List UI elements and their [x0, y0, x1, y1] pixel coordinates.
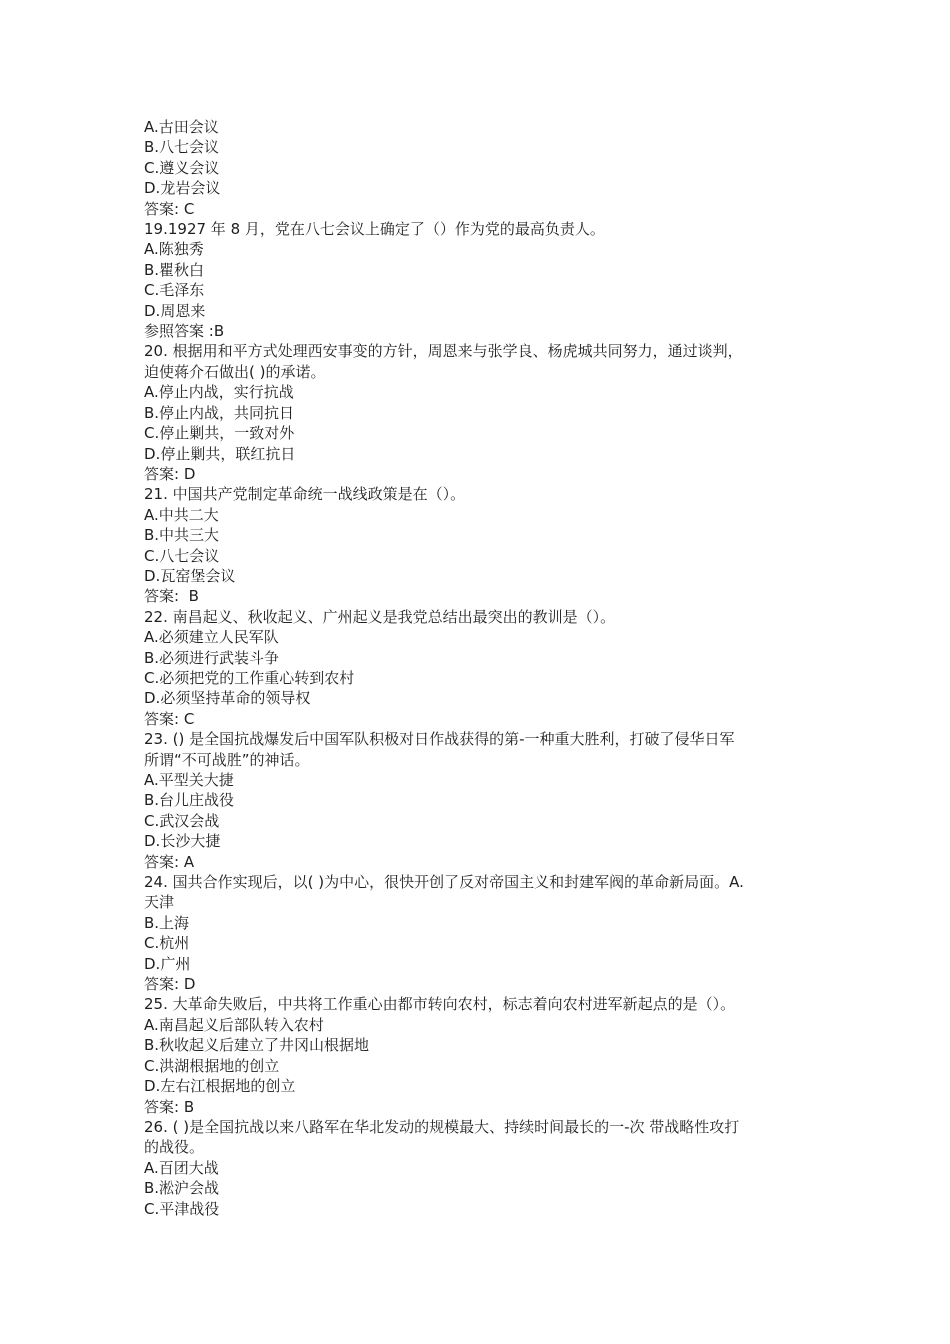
- text-line: D.停止剿共，联红抗日: [144, 444, 296, 463]
- text-line: C.洪湖根据地的创立: [144, 1056, 280, 1075]
- question-line: 22. 南昌起义、秋收起义、广州起义是我党总结出最突出的教训是（）。: [144, 607, 616, 626]
- question-line: 25. 大革命失败后，中共将工作重心由都市转向农村，标志着向农村进军新起点的是（）。: [144, 995, 736, 1014]
- text-line: A.南昌起义后部队转入农村: [144, 1015, 324, 1034]
- text-line: D.左右江根据地的创立: [144, 1077, 296, 1096]
- text-line: D.龙岩会议: [144, 179, 221, 198]
- question-line: 所谓“不可战胜”的神话。: [144, 750, 310, 769]
- text-line: B.八七会议: [144, 138, 220, 157]
- text-line: B.秋收起义后建立了井冈山根据地: [144, 1036, 370, 1055]
- answer-line: 答案: A: [144, 852, 195, 871]
- text-line: C.八七会议: [144, 546, 220, 565]
- text-line: B.必须进行武装斗争: [144, 648, 280, 667]
- document-page: [144, 117, 814, 1219]
- question-line: 20. 根据用和平方式处理西安事变的方针，周恩来与张学良、杨虎城共同努力，通过谈判，: [144, 342, 743, 361]
- text-line: D.必须坚持革命的领导权: [144, 689, 311, 708]
- answer-line: 答案: B: [144, 1097, 195, 1116]
- text-line: D.瓦窑堡会议: [144, 566, 236, 585]
- text-line: D.长沙大捷: [144, 832, 221, 851]
- answer-line: 答案: D: [144, 975, 196, 994]
- question-line: 26. ( )是全国抗战以来八路军在华北发动的规模最大、持续时间最长的一-次 带战略性攻打: [144, 1117, 740, 1136]
- text-line: B.台儿庄战役: [144, 791, 235, 810]
- question-line: 21. 中国共产党制定革命统一战线政策是在（）。: [144, 485, 466, 504]
- text-line: B.中共三大: [144, 526, 220, 545]
- text-line: C.停止剿共，一致对外: [144, 424, 295, 443]
- text-line: C.武汉会战: [144, 811, 220, 830]
- text-line: C.杭州: [144, 934, 190, 953]
- answer-line: 答案: D: [144, 464, 196, 483]
- text-line: A.中共二大: [144, 505, 219, 524]
- text-line: C.毛泽东: [144, 281, 205, 300]
- text-line: 天津: [144, 893, 175, 912]
- text-line: A.古田会议: [144, 118, 219, 136]
- text-line: C.平津战役: [144, 1199, 220, 1218]
- answer-line: 参照答案 :B: [144, 322, 225, 341]
- text-line: B.瞿秋白: [144, 260, 205, 279]
- text-line: A.平型关大捷: [144, 771, 234, 789]
- question-line: 23. () 是全国抗战爆发后中国军队积极对日作战获得的第-一种重大胜利，打破了侵华日军: [144, 730, 735, 749]
- question-line: 的战役。: [144, 1138, 205, 1157]
- text-line: D.广州: [144, 954, 191, 973]
- text-line: A.百团大战: [144, 1158, 219, 1177]
- question-line: 19.1927 年 8 月，党在八七会议上确定了（）作为党的最高负责人。: [144, 220, 605, 239]
- text-line: C.遵义会议: [144, 158, 220, 177]
- text-line: A.停止内战，实行抗战: [144, 383, 294, 402]
- text-line: C.必须把党的工作重心转到农村: [144, 668, 355, 687]
- text-line: B.上海: [144, 913, 190, 932]
- answer-line: 答案: C: [144, 199, 195, 218]
- text-line: A.陈独秀: [144, 240, 204, 259]
- text-line: D.周恩来: [144, 301, 206, 320]
- text-line: B.停止内战，共同抗日: [144, 403, 295, 422]
- question-line: 迫使蒋介石做出( )的承诺。: [144, 362, 326, 381]
- text-line: A.必须建立人民军队: [144, 628, 279, 647]
- question-line: 24. 国共合作实现后，以( )为中心，很快开创了反对帝国主义和封建军阀的革命新局面。A.: [144, 873, 744, 892]
- answer-line: 答案: C: [144, 709, 195, 728]
- text-line: B.淞沪会战: [144, 1179, 220, 1198]
- answer-line: 答案: B: [144, 587, 199, 606]
